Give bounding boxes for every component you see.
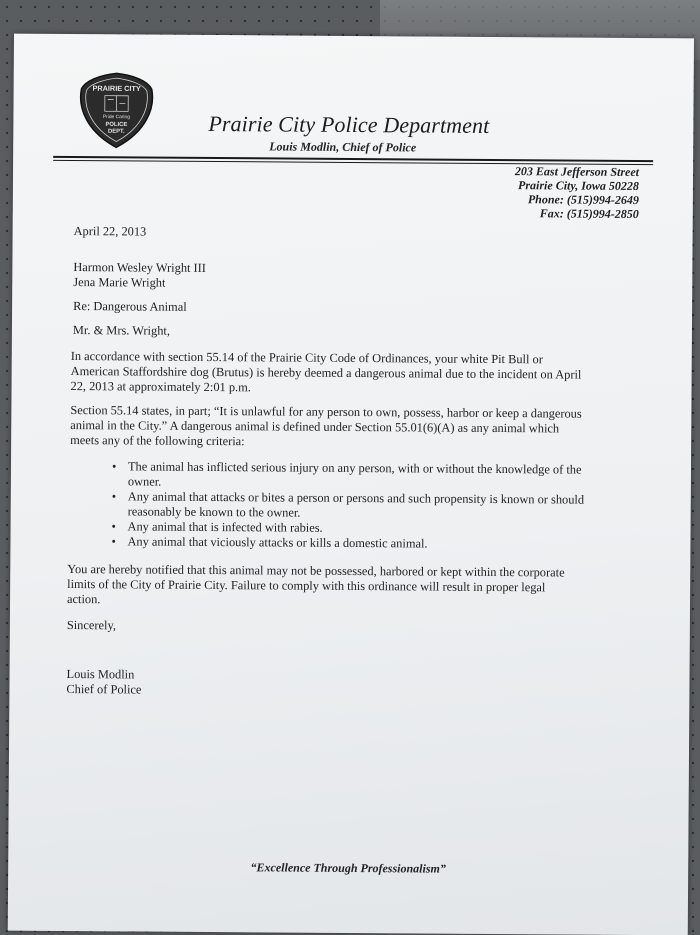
seal-bottom-text-1: POLICE xyxy=(105,122,127,128)
paragraph-ordinance xyxy=(68,349,628,398)
chief-line: Louis Modlin, Chief of Police xyxy=(269,139,416,155)
paragraph-line: Section 55.14 states, in part; “It is unlawful for any person to own, possess, harbor or keep a dangerous xyxy=(70,403,628,422)
letter-date: April 22, 2013 xyxy=(70,224,630,243)
criteria-line: owner. xyxy=(128,474,628,492)
paragraph-line: action. xyxy=(67,592,627,611)
address-line: 203 East Jefferson Street xyxy=(515,164,639,179)
letter-subject: Re: Dangerous Animal xyxy=(69,299,629,318)
recipient-name: Jena Marie Wright xyxy=(69,275,629,294)
signer-title: Chief of Police xyxy=(66,682,626,701)
paragraph-definition xyxy=(68,403,628,452)
seal-bottom-text-2: DEPT. xyxy=(108,129,125,135)
address-line: Prairie City, Iowa 50228 xyxy=(515,178,639,193)
signer-name: Louis Modlin xyxy=(66,667,626,686)
address-block xyxy=(515,164,640,221)
criteria-line: • Any animal that attacks or bites a person or persons and such propensity is known or should xyxy=(128,489,628,507)
criteria-line: • Any animal that viciously attacks or kills a domestic animal. xyxy=(127,534,627,552)
paragraph-line: American Staffordshire dog (Brutus) is hereby deemed a dangerous animal due to the incident on April xyxy=(71,364,629,383)
list-item xyxy=(112,459,628,493)
footer-motto: “Excellence Through Professionalism” xyxy=(8,859,688,879)
criteria-line: reasonably be known to the owner. xyxy=(128,504,628,522)
criteria-line: • Any animal that is infected with rabies. xyxy=(128,519,628,537)
recipient-name: Harmon Wesley Wright III xyxy=(69,260,629,279)
paragraph-line: In accordance with section 55.14 of the Prairie City Code of Ordinances, your white Pit Bull or xyxy=(71,349,629,368)
letter-closing: Sincerely, xyxy=(67,618,627,637)
criteria-line: • The animal has inflicted serious injury on any person, with or without the knowledge of the xyxy=(128,459,628,477)
department-title: Prairie City Police Department xyxy=(208,111,489,139)
list-item xyxy=(112,489,628,523)
criteria-list xyxy=(67,459,628,553)
paragraph-line: limits of the City of Prairie City. Failure to comply with this ordinance will result in proper legal xyxy=(67,577,627,596)
seal-middle-text: Pride Caring xyxy=(103,114,130,120)
paragraph-line: You are hereby notified that this animal may not be possessed, harbored or kept within the corporate xyxy=(67,562,627,581)
letter-salutation: Mr. & Mrs. Wright, xyxy=(69,323,629,342)
letter-body xyxy=(66,224,629,701)
seal-top-text: PRAIRIE CITY xyxy=(92,84,140,93)
phone-line: Phone: (515)994-2649 xyxy=(515,192,639,207)
paragraph-line: meets any of the following criteria: xyxy=(70,433,628,452)
paragraph-notice xyxy=(67,562,627,611)
fax-line: Fax: (515)994-2850 xyxy=(515,206,639,221)
paragraph-line: 22, 2013 at approximately 2:01 p.m. xyxy=(70,379,628,398)
paragraph-line: animal in the City.” A dangerous animal is defined under Section 55.01(6)(A) as any animal which xyxy=(70,418,628,437)
police-badge-icon xyxy=(77,71,156,150)
letter-page xyxy=(8,34,694,935)
